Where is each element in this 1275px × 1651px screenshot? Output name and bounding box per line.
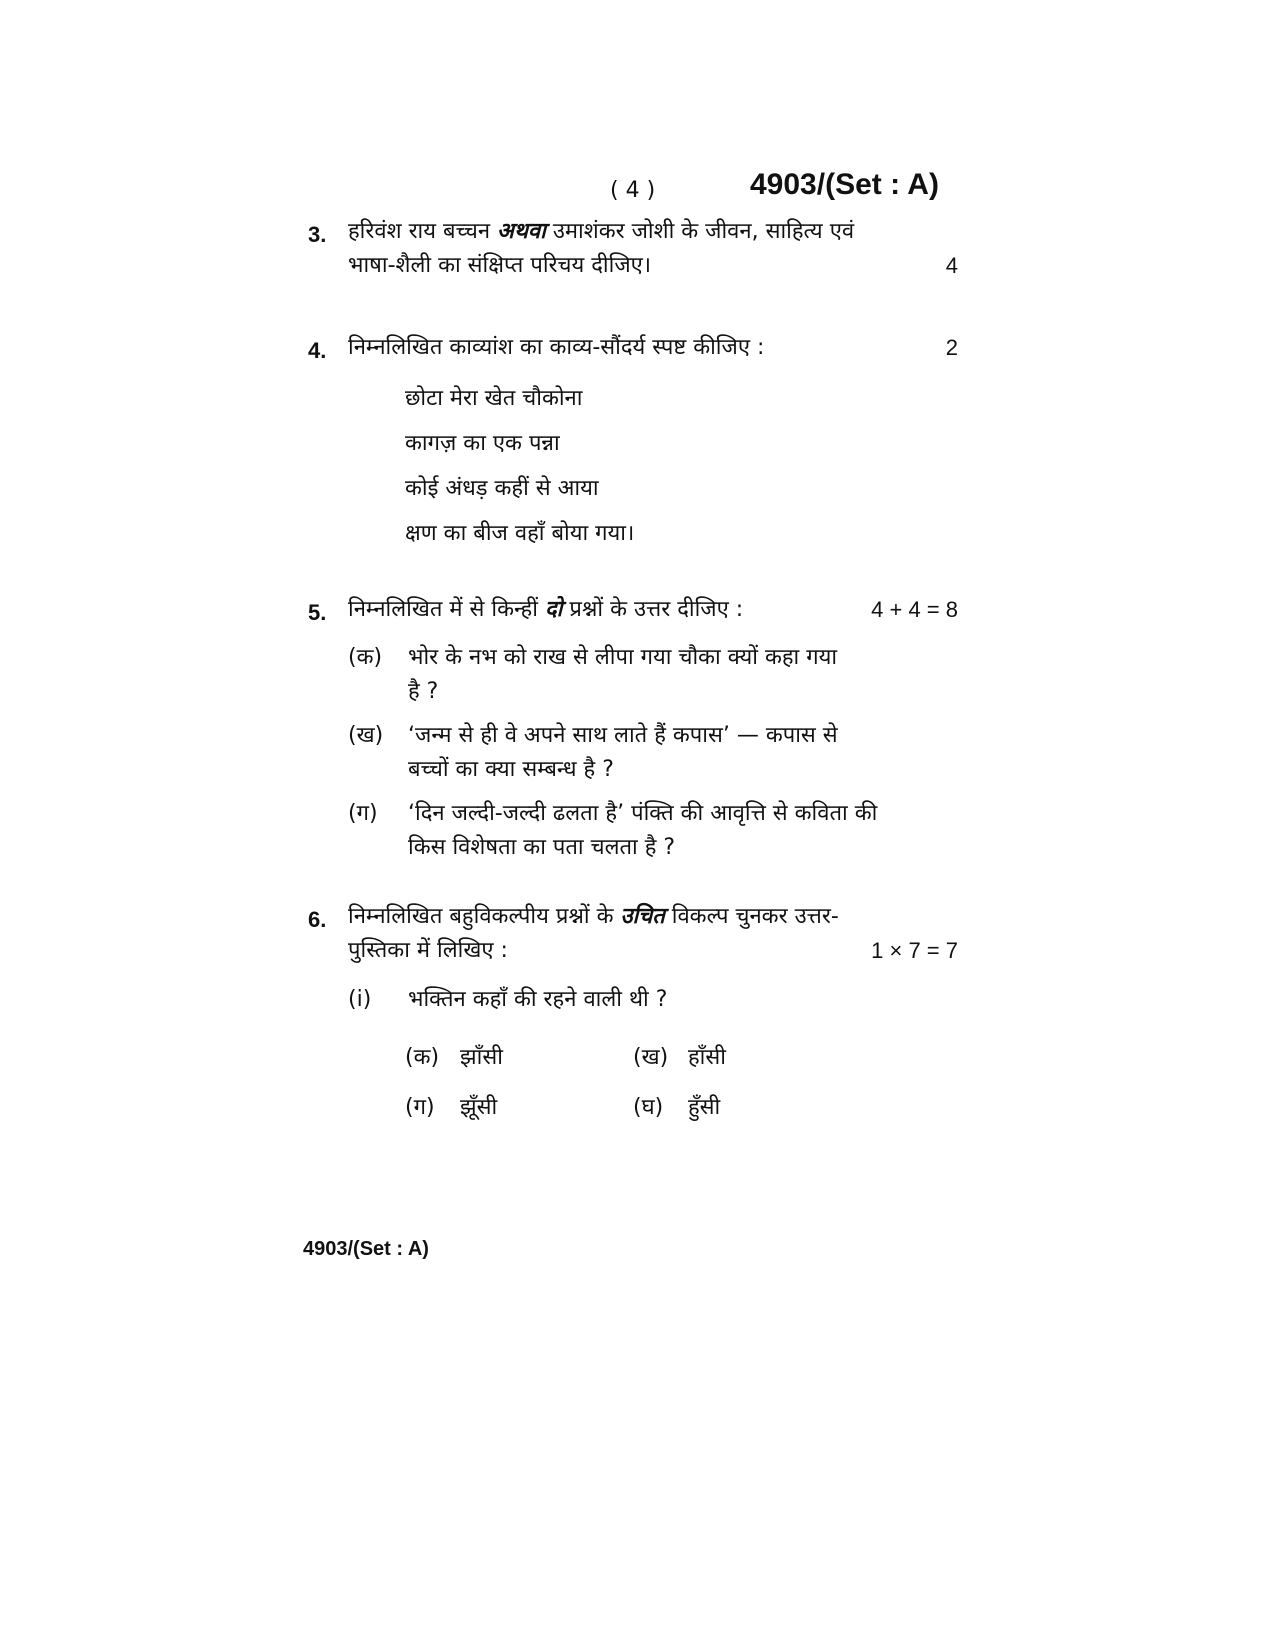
part-label: (ख) <box>348 723 384 748</box>
q5-number: 5. <box>308 600 327 625</box>
q3-text-b: उमाशंकर जोशी के जीवन, साहित्य एवं <box>545 219 855 244</box>
option-label: (ख) <box>633 1045 669 1070</box>
option-label: (क) <box>405 1045 440 1070</box>
q6-text-b: विकल्प चुनकर उत्तर- <box>664 904 839 929</box>
poem-line: कागज़ का एक पन्ना <box>405 431 560 456</box>
part-label: (क) <box>348 645 383 670</box>
q6-line2 <box>348 934 958 968</box>
part-line: ‘दिन जल्दी-जल्दी ढलता है’ पंक्ति की आवृत्ति से कविता की <box>408 801 878 826</box>
q4-text: निम्नलिखित काव्यांश का काव्य-सौंदर्य स्पष्ट कीजिए : <box>348 335 765 360</box>
subquestion-text: भक्तिन कहाँ की रहने वाली थी ? <box>408 987 668 1012</box>
q4-poem <box>405 376 634 556</box>
q3-marks: 4 <box>945 253 958 278</box>
part-line: ‘जन्म से ही वे अपने साथ लाते हैं कपास’ — कपास से <box>408 723 838 748</box>
poem-line: कोई अंधड़ कहीं से आया <box>405 476 599 501</box>
q5-part-ga <box>348 797 918 865</box>
q5-emphasis: दो <box>544 597 563 622</box>
option-text: हुँसी <box>688 1095 721 1120</box>
q3-body <box>348 215 958 283</box>
q4-line1 <box>348 331 958 365</box>
q3-emphasis: अथवा <box>497 219 546 244</box>
q3-text <box>348 215 854 249</box>
option-text: झाँसी <box>460 1045 503 1070</box>
option-text: झूँसी <box>460 1095 498 1120</box>
q6-text <box>348 900 839 934</box>
part-text <box>408 641 918 709</box>
q6-marks: 1 × 7 = 7 <box>871 938 958 963</box>
q3-line1 <box>348 215 958 249</box>
q5-marks: 4 + 4 = 8 <box>871 597 958 622</box>
part-line: भोर के नभ को राख से लीपा गया चौका क्यों कहा गया <box>408 645 838 670</box>
paper-code-footer: 4903/(Set : A) <box>303 1238 429 1260</box>
q5-text <box>348 593 743 627</box>
q3-number: 3. <box>308 222 327 247</box>
page-number: ( 4 ) <box>610 178 656 203</box>
q6-number: 6. <box>308 907 327 932</box>
q6-text-line2: पुस्तिका में लिखिए : <box>348 938 508 963</box>
q3-line2 <box>348 249 958 283</box>
q3-text-line2: भाषा-शैली का संक्षिप्त परिचय दीजिए। <box>348 253 652 278</box>
part-label: (ग) <box>348 801 378 826</box>
q4-marks: 2 <box>945 335 958 360</box>
paper-code-header: 4903/(Set : A) <box>750 168 939 201</box>
q6-line1 <box>348 900 958 934</box>
part-text <box>408 719 918 787</box>
part-text <box>408 797 918 865</box>
q6-subquestion <box>348 983 918 1017</box>
q4-number: 4. <box>308 338 327 363</box>
option-label: (ग) <box>405 1095 435 1120</box>
q6-text-a: निम्नलिखित बहुविकल्पीय प्रश्नों के <box>348 904 621 929</box>
q5-text-a: निम्नलिखित में से किन्हीं <box>348 597 545 622</box>
option <box>405 1033 633 1083</box>
part-line: बच्चों का क्या सम्बन्ध है ? <box>408 757 614 782</box>
q4-body <box>348 331 958 365</box>
q5-part-kha <box>348 719 918 787</box>
option-label: (घ) <box>633 1095 664 1120</box>
part-line: है ? <box>408 679 439 704</box>
options-row <box>405 1083 726 1133</box>
q5-line1 <box>348 593 958 627</box>
poem-line: क्षण का बीज वहाँ बोया गया। <box>405 521 635 546</box>
option <box>633 1033 726 1083</box>
option <box>633 1083 720 1133</box>
option-text: हाँसी <box>688 1045 726 1070</box>
option <box>405 1083 633 1133</box>
part-line: किस विशेषता का पता चलता है ? <box>408 835 676 860</box>
q5-body <box>348 593 958 627</box>
options-row <box>405 1033 726 1083</box>
poem-line: छोटा मेरा खेत चौकोना <box>405 386 583 411</box>
q5-part-ka <box>348 641 918 709</box>
q3-text-a: हरिवंश राय बच्चन <box>348 219 498 244</box>
q5-text-b: प्रश्नों के उत्तर दीजिए : <box>562 597 744 622</box>
subquestion-label: (i) <box>348 987 372 1012</box>
q6-options <box>405 1033 726 1133</box>
q6-emphasis: उचित <box>620 904 665 929</box>
q6-body <box>348 900 958 968</box>
